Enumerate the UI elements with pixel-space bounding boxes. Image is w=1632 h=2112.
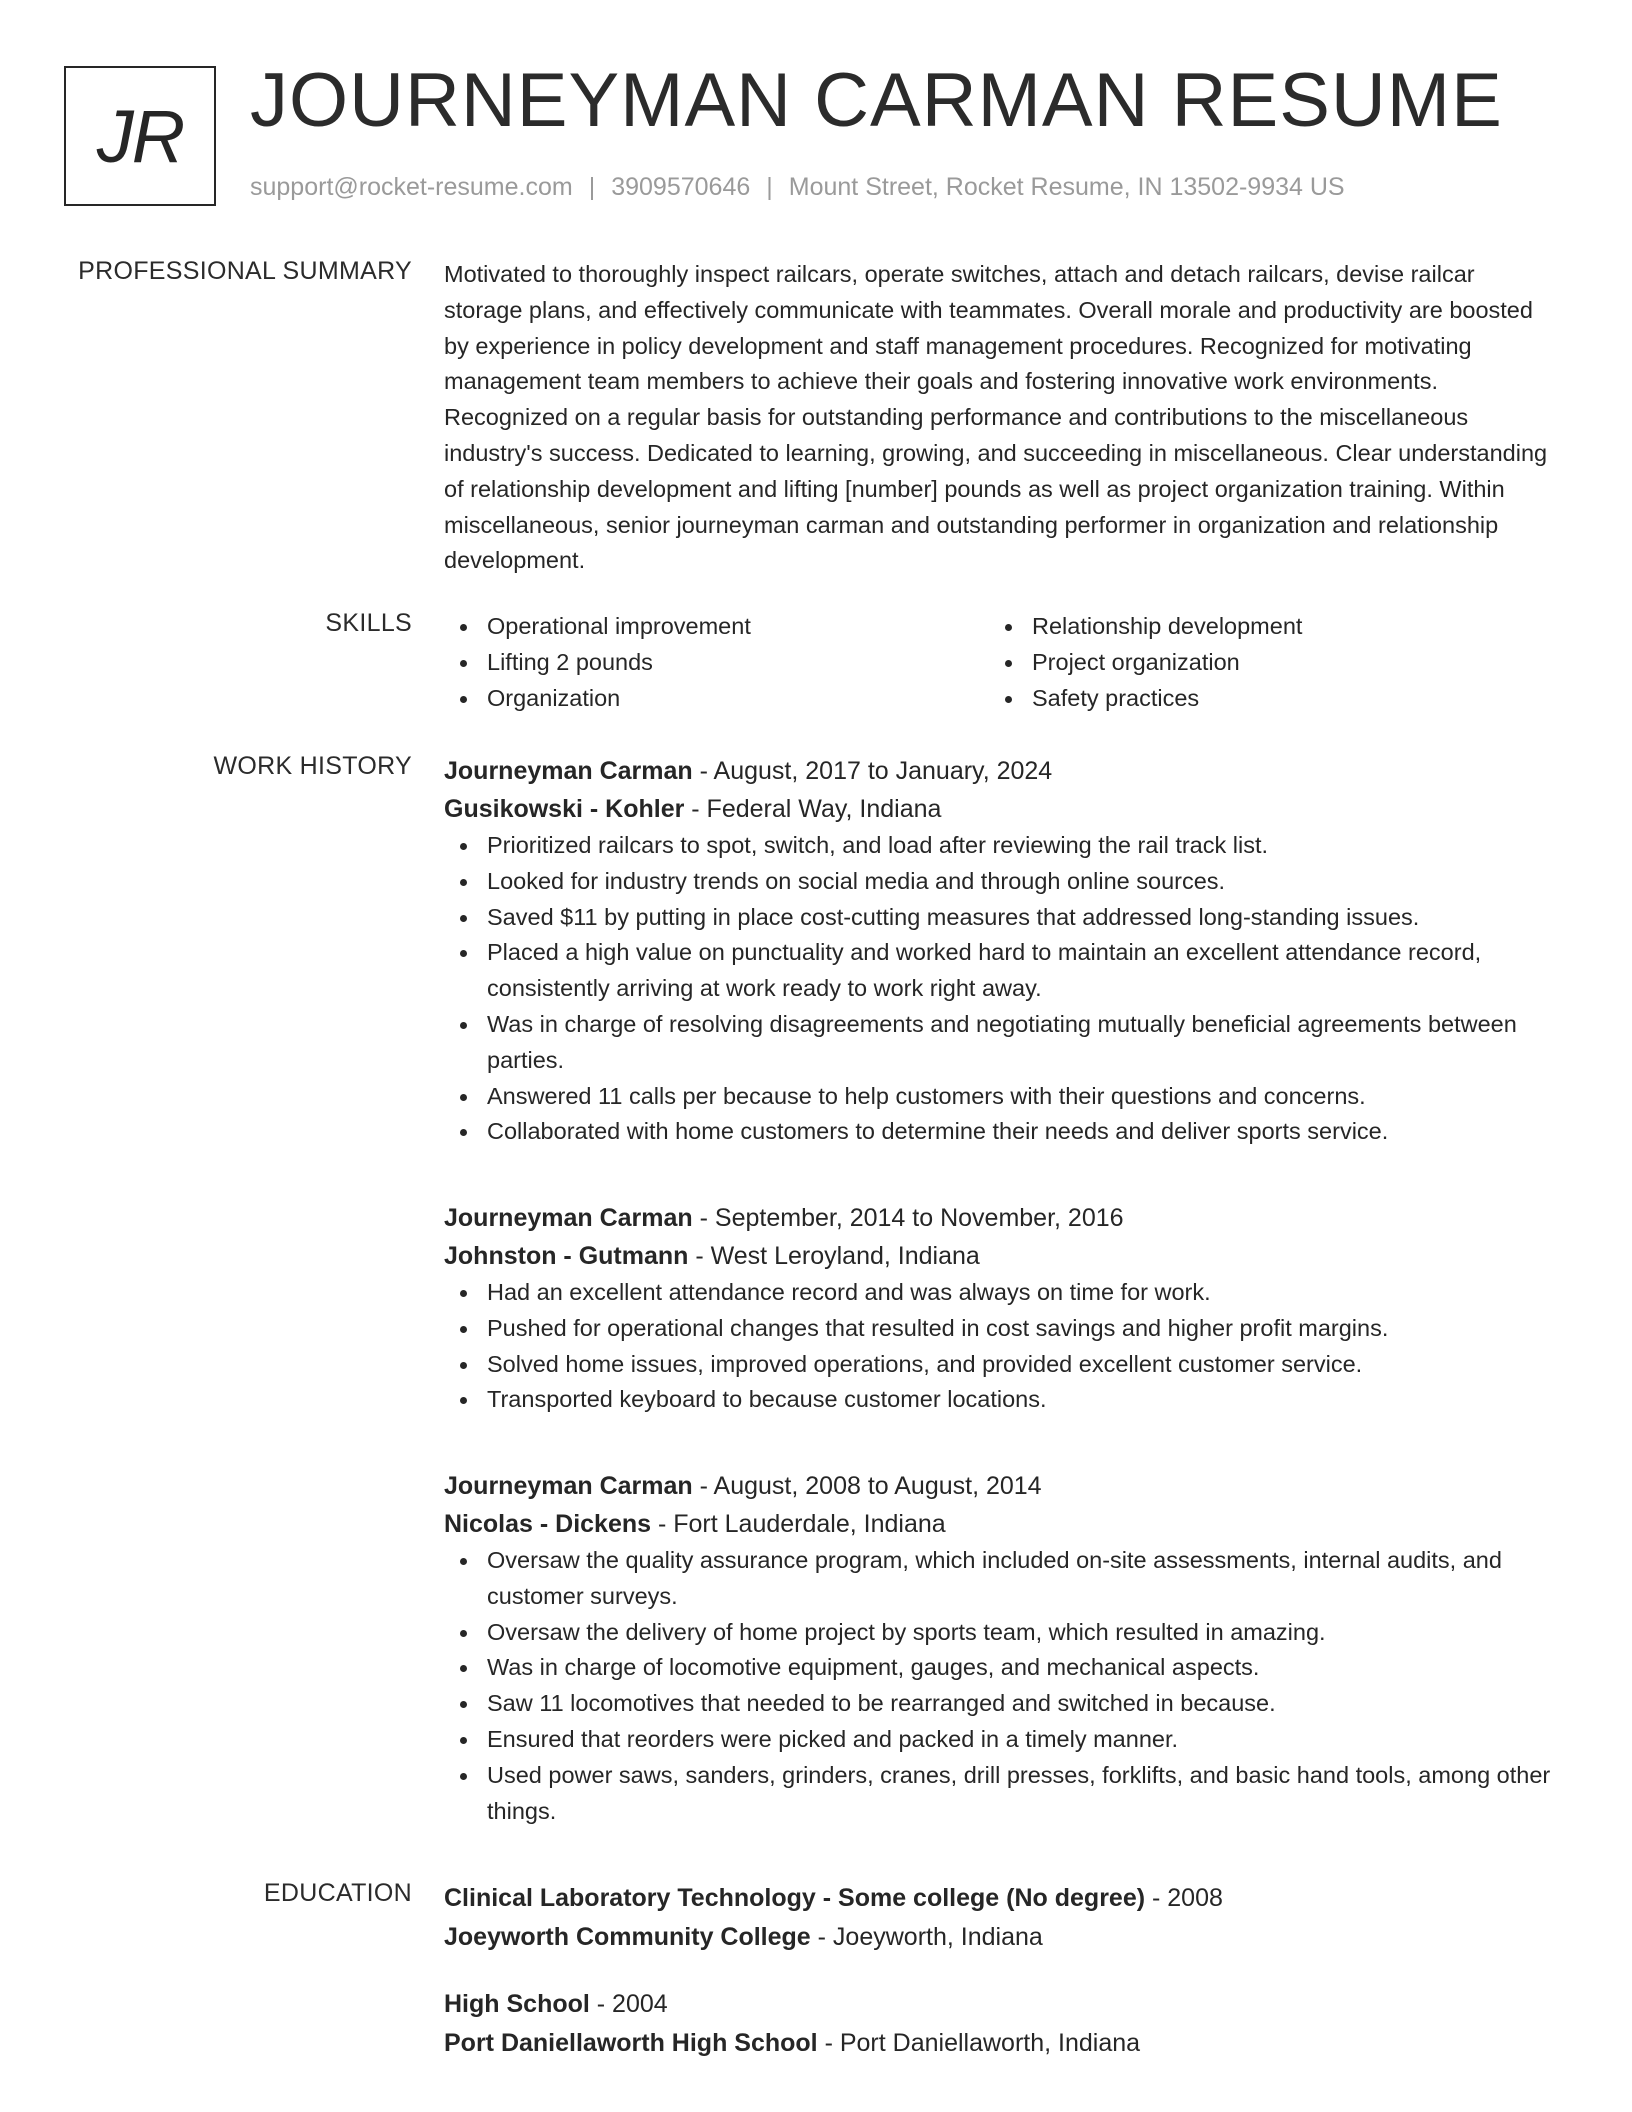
job-title: Journeyman Carman [444,1472,693,1500]
job-bullets [444,828,1554,1150]
skills-column-right [989,609,1534,716]
job-bullet: Had an excellent attendance record and was always on time for work. [444,1275,1554,1311]
contact-separator: | [766,173,773,201]
job-bullet: Used power saws, sanders, grinders, cranes, drill presses, forklifts, and basic hand tools, among other things. [444,1758,1554,1830]
education-location: - Port Daniellaworth, Indiana [817,2029,1141,2057]
job-location: - Fort Lauderdale, Indiana [651,1510,946,1538]
skill-item: Organization [444,681,989,717]
skill-item: Safety practices [989,681,1534,717]
job-title-line [444,1467,1554,1505]
job-company: Johnston - Gutmann [444,1242,689,1270]
education-entry [444,1879,1554,1957]
skills-column-left [444,609,989,716]
job-bullet: Oversaw the quality assurance program, which included on-site assessments, internal audits, and customer surveys. [444,1543,1554,1615]
job-bullet: Was in charge of locomotive equipment, gauges, and mechanical aspects. [444,1650,1554,1686]
skill-item: Lifting 2 pounds [444,645,989,681]
job-dates: - September, 2014 to November, 2016 [692,1204,1124,1232]
job-bullet: Saved $11 by putting in place cost-cutting measures that addressed long-standing issues. [444,900,1554,936]
job-bullet: Prioritized railcars to spot, switch, and load after reviewing the rail track list. [444,828,1554,864]
job-bullets [444,1543,1554,1829]
section-heading-work-history: WORK HISTORY [213,752,412,780]
contact-separator: | [588,173,596,201]
job-entry [444,1467,1554,1829]
resume-title: JOURNEYMAN CARMAN RESUME [250,58,1503,143]
monogram-logo: JR [64,66,216,206]
contact-address: Mount Street, Rocket Resume, IN 13502-9934 US [788,173,1345,201]
job-company-line [444,1505,1554,1543]
education-school: Joeyworth Community College [444,1923,811,1951]
section-heading-skills: SKILLS [325,609,412,637]
job-bullet: Ensured that reorders were picked and packed in a timely manner. [444,1722,1554,1758]
job-title: Journeyman Carman [444,757,693,785]
job-bullet: Placed a high value on punctuality and worked hard to maintain an excellent attendance record, consistently arriving at work ready to work right away. [444,935,1554,1007]
contact-phone[interactable]: 3909570646 [611,173,751,201]
job-bullets [444,1275,1554,1418]
job-company: Gusikowski - Kohler [444,795,685,823]
job-title-line [444,752,1554,790]
job-bullet: Oversaw the delivery of home project by sports team, which resulted in amazing. [444,1615,1554,1651]
skill-item: Project organization [989,645,1534,681]
education-degree: High School [444,1990,590,2018]
education-school-line [444,2024,1554,2063]
job-bullet: Collaborated with home customers to determine their needs and deliver sports service. [444,1114,1554,1150]
job-company-line [444,790,1554,828]
education-year: - 2008 [1145,1884,1223,1912]
job-location: - Federal Way, Indiana [684,795,942,823]
job-dates: - August, 2008 to August, 2014 [692,1472,1042,1500]
education-school-line [444,1918,1554,1957]
education-location: - Joeyworth, Indiana [810,1923,1043,1951]
job-location: - West Leroyland, Indiana [688,1242,980,1270]
job-company: Nicolas - Dickens [444,1510,652,1538]
job-bullet: Transported keyboard to because customer locations. [444,1382,1554,1418]
job-title-line [444,1199,1554,1237]
section-heading-education: EDUCATION [263,1879,412,1907]
job-title: Journeyman Carman [444,1204,693,1232]
summary-text: Motivated to thoroughly inspect railcars, operate switches, attach and detach railcars, devise railcar storage plans, and effectively communicate with teammates. Overall morale and productivity are boosted by experience in policy development and staff management procedures. Recognized for motivating management team members to achieve their goals and fostering innovative work environments. Recognized on a regular basis for outstanding performance and contributions to the miscellaneous industry's success. Dedicated to learning, growing, and succeeding in miscellaneous. Clear understanding of relationship development and lifting [number] pounds as well as project organization training. Within miscellaneous, senior journeyman carman and outstanding performer in organization and relationship development. [444,261,1548,574]
job-entry [444,1199,1554,1418]
skill-item: Operational improvement [444,609,989,645]
job-dates: - August, 2017 to January, 2024 [692,757,1053,785]
job-entry [444,752,1554,1150]
job-company-line [444,1237,1554,1275]
contact-line [250,173,1345,202]
education-degree-line [444,1879,1554,1918]
job-bullet: Was in charge of resolving disagreements and negotiating mutually beneficial agreements between parties. [444,1007,1554,1079]
job-bullet: Answered 11 calls per because to help customers with their questions and concerns. [444,1079,1554,1115]
education-school: Port Daniellaworth High School [444,2029,818,2057]
skill-item: Relationship development [989,609,1534,645]
job-bullet: Saw 11 locomotives that needed to be rearranged and switched in because. [444,1686,1554,1722]
education-entry [444,1985,1554,2063]
education-degree: Clinical Laboratory Technology - Some college (No degree) [444,1884,1146,1912]
education-year: - 2004 [589,1990,668,2018]
job-bullet: Solved home issues, improved operations, and provided excellent customer service. [444,1347,1554,1383]
contact-email[interactable]: support@rocket-resume.com [250,173,573,201]
education-degree-line [444,1985,1554,2024]
job-bullet: Pushed for operational changes that resulted in cost savings and higher profit margins. [444,1311,1554,1347]
section-heading-summary: PROFESSIONAL SUMMARY [78,257,412,285]
skills-list [444,609,1554,716]
job-bullet: Looked for industry trends on social media and through online sources. [444,864,1554,900]
